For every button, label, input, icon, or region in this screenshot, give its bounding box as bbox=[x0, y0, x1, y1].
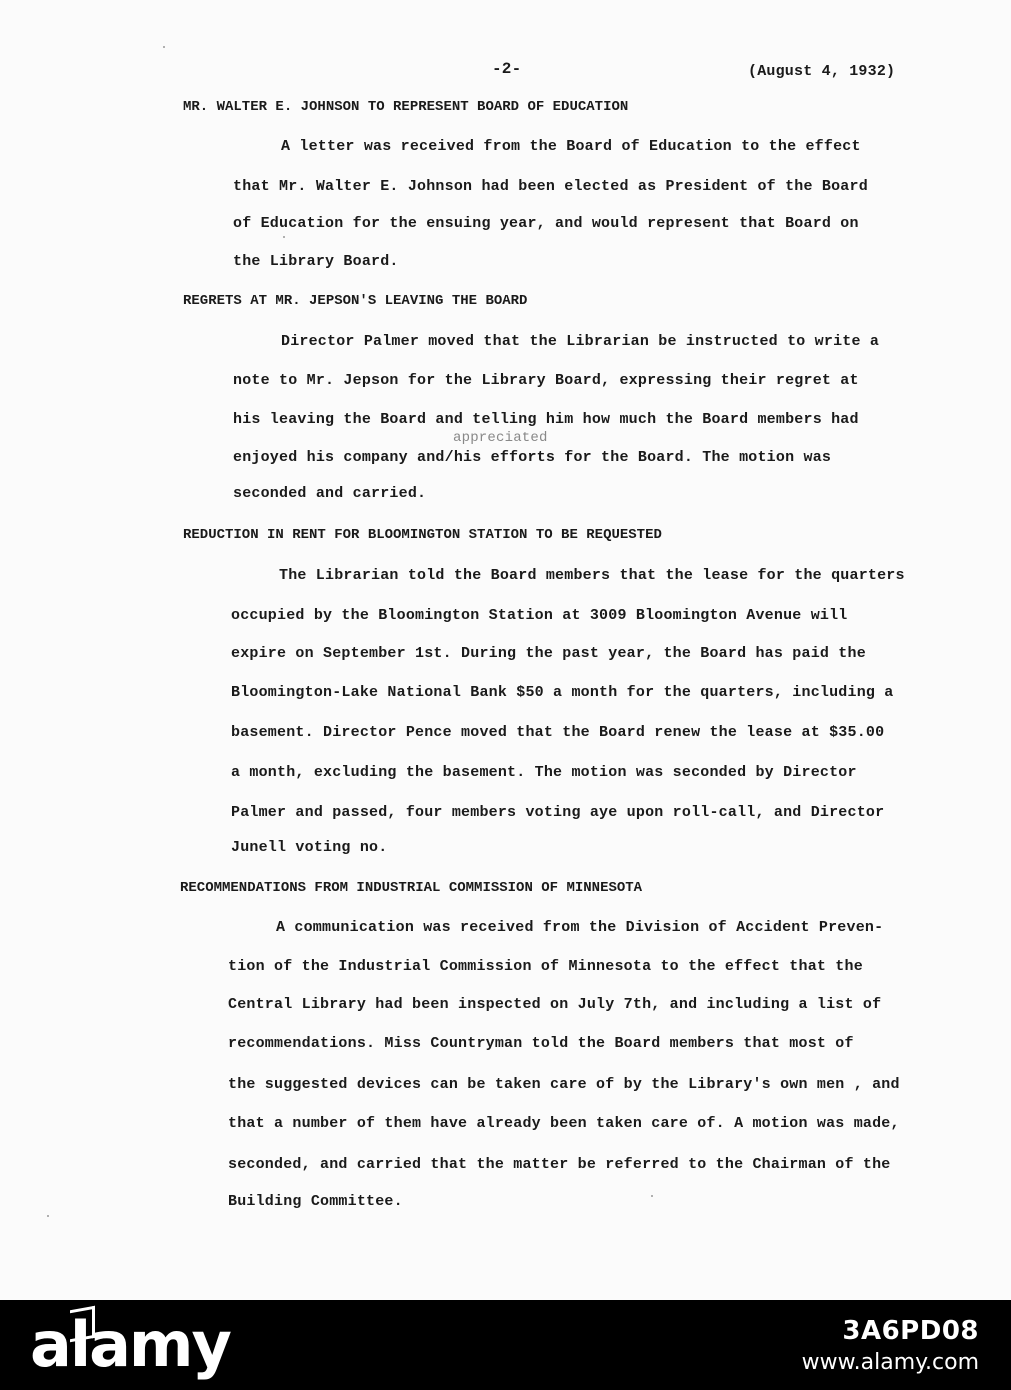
scan-speck bbox=[47, 1215, 49, 1217]
paragraph-line: expire on September 1st. During the past year, the Board has paid the bbox=[231, 645, 866, 662]
paragraph-line: Palmer and passed, four members voting aye upon roll-call, and Director bbox=[231, 804, 885, 821]
paragraph-line: of Education for the ensuing year, and would represent that Board on bbox=[233, 215, 859, 232]
paragraph-line: Central Library had been inspected on July 7th, and including a list of bbox=[228, 996, 882, 1013]
paragraph-line: A communication was received from the Division of Accident Preven- bbox=[276, 919, 884, 936]
paragraph-line: tion of the Industrial Commission of Minnesota to the effect that the bbox=[228, 958, 863, 975]
paragraph-line: The Librarian told the Board members that the lease for the quarters bbox=[279, 567, 905, 584]
paragraph-line: his leaving the Board and telling him how much the Board members had bbox=[233, 411, 859, 428]
paragraph-line: Junell voting no. bbox=[231, 839, 388, 856]
paragraph-line: A letter was received from the Board of Education to the effect bbox=[281, 138, 861, 155]
site-url: www.alamy.com bbox=[801, 1349, 979, 1375]
section-heading: MR. WALTER E. JOHNSON TO REPRESENT BOARD OF EDUCATION bbox=[183, 99, 629, 115]
paragraph-line: that a number of them have already been taken care of. A motion was made, bbox=[228, 1115, 900, 1132]
section-heading: REDUCTION IN RENT FOR BLOOMINGTON STATION TO BE REQUESTED bbox=[183, 527, 662, 543]
section-heading: RECOMMENDATIONS FROM INDUSTRIAL COMMISSION OF MINNESOTA bbox=[180, 880, 643, 896]
section-heading: REGRETS AT MR. JEPSON'S LEAVING THE BOARD bbox=[183, 293, 528, 309]
interlinear-insertion: appreciated bbox=[453, 430, 548, 446]
scan-speck bbox=[283, 236, 285, 238]
paragraph-line: basement. Director Pence moved that the Board renew the lease at $35.00 bbox=[231, 724, 885, 741]
paragraph-line: note to Mr. Jepson for the Library Board, expressing their regret at bbox=[233, 372, 859, 389]
paragraph-line: a month, excluding the basement. The motion was seconded by Director bbox=[231, 764, 857, 781]
page-number: -2- bbox=[492, 60, 522, 78]
brand-logo bbox=[30, 1308, 230, 1381]
logo-flag-icon bbox=[70, 1306, 95, 1342]
paragraph-line: enjoyed his company and/his efforts for the Board. The motion was bbox=[233, 449, 832, 466]
paragraph-line: occupied by the Bloomington Station at 3009 Bloomington Avenue will bbox=[231, 607, 848, 624]
scan-speck bbox=[651, 1195, 653, 1197]
paragraph-line: the suggested devices can be taken care of by the Library's own men , and bbox=[228, 1076, 900, 1093]
paragraph-line: recommendations. Miss Countryman told the Board members that most of bbox=[228, 1035, 854, 1052]
watermark-banner bbox=[0, 1300, 1011, 1390]
brand-wordmark: alamy bbox=[30, 1308, 230, 1381]
paragraph-line: seconded and carried. bbox=[233, 485, 427, 502]
paragraph-line: Director Palmer moved that the Librarian be instructed to write a bbox=[281, 333, 880, 350]
image-meta bbox=[802, 1316, 979, 1375]
paragraph-line: the Library Board. bbox=[233, 253, 399, 270]
document-date: (August 4, 1932) bbox=[748, 63, 896, 80]
image-id: 3A6PD08 bbox=[842, 1315, 979, 1346]
paragraph-line: Bloomington-Lake National Bank $50 a month for the quarters, including a bbox=[231, 684, 894, 701]
paragraph-line: Building Committee. bbox=[228, 1193, 403, 1210]
scan-speck bbox=[163, 46, 165, 48]
paragraph-line: that Mr. Walter E. Johnson had been elected as President of the Board bbox=[233, 178, 868, 195]
paragraph-line: seconded, and carried that the matter be referred to the Chairman of the bbox=[228, 1156, 891, 1173]
